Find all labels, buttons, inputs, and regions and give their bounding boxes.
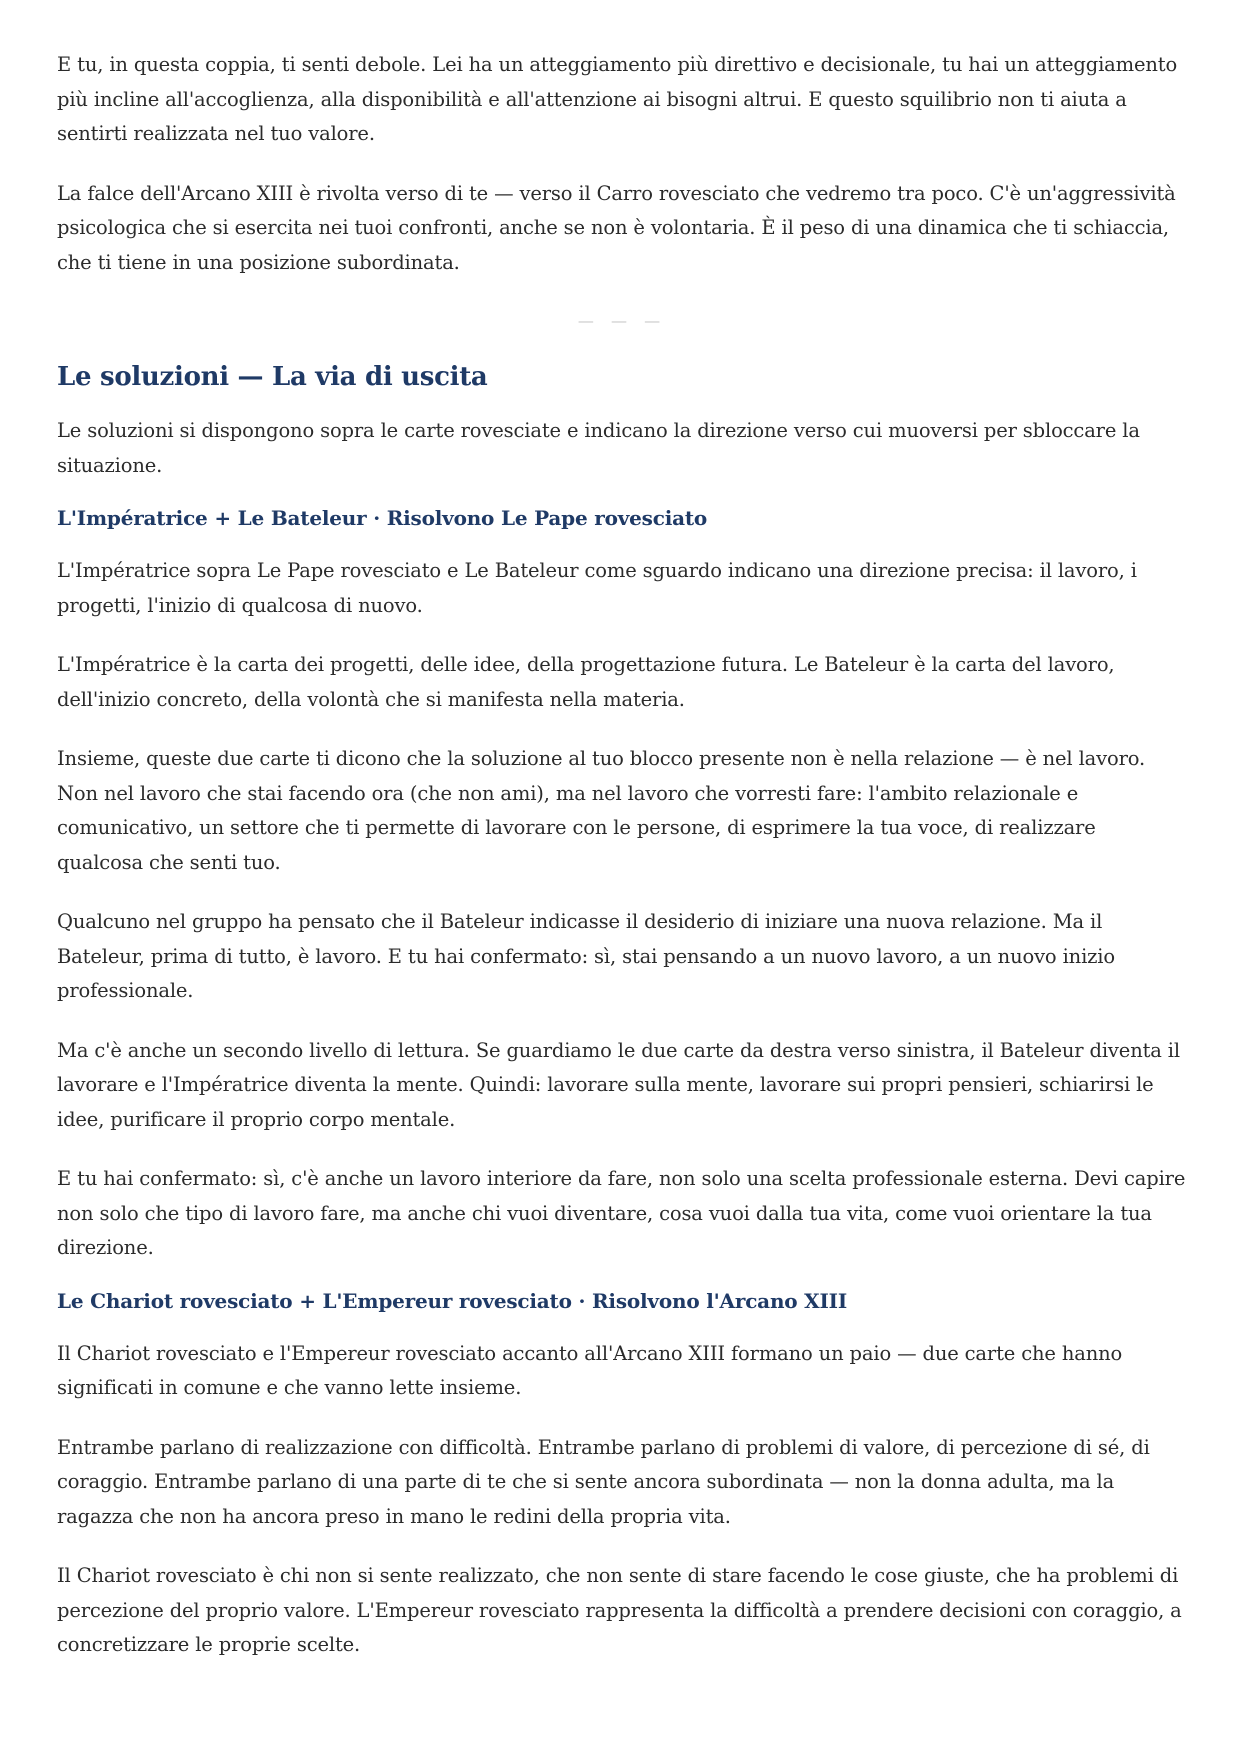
intro-paragraph: La falce dell'Arcano XIII è rivolta verso di te — verso il Carro rovesciato che vedremo tra poco. C'è un'aggressività psicologica che si esercita nei tuoi confronti, anche se non è volontaria. È il peso di una dinamica che ti schiaccia, che ti tiene in una posizione subordinata. [57, 181, 1176, 274]
body-paragraph: L'Impératrice sopra Le Pape rovesciato e Le Bateleur come sguardo indicano una direzione precisa: il lavoro, i progetti, l'inizio di qualcosa di nuovo. [57, 559, 1137, 617]
subheading-chariot-empereur: Le Chariot rovesciato + L'Empereur rovesciato · Risolvono l'Arcano XIII [57, 1288, 847, 1313]
body-paragraph: L'Impératrice è la carta dei progetti, delle idee, della progettazione futura. Le Bateleur è la carta del lavoro, dell'inizio concreto, della volontà che si manifesta nella materia. [57, 653, 1115, 711]
body-paragraph: E tu hai confermato: sì, c'è anche un lavoro interiore da fare, non solo una scelta professionale esterna. Devi capire non solo che tipo di lavoro fare, ma anche chi vuoi diventare, cosa vuoi dalla tua vita, come vuoi orientare la tua direzione. [57, 1167, 1186, 1259]
subheading-imperatrice-bateleur: L'Impératrice + Le Bateleur · Risolvono Le Pape rovesciato [57, 506, 708, 530]
document-page [57, 48, 1187, 1688]
solutions-intro-paragraph: Le soluzioni si dispongono sopra le carte rovesciate e indicano la direzione verso cui muoversi per sbloccare la situazione. [57, 419, 1140, 477]
body-paragraph: Entrambe parlano di realizzazione con difficoltà. Entrambe parlano di problemi di valore, di percezione di sé, di coraggio. Entrambe parlano di una parte di te che si sente ancora subordinata — non la donna adulta, ma la ragazza che non ha ancora preso in mano le redini della propria vita. [57, 1435, 1150, 1528]
intro-paragraph: E tu, in questa coppia, ti senti debole. Lei ha un atteggiamento più direttivo e decisionale, tu hai un atteggiamento più incline all'accoglienza, alla disponibilità e all'attenzione ai bisogni altrui. E questo squilibrio non ti aiuta a sentirti realizzata nel tuo valore. [57, 53, 1178, 145]
body-paragraph: Ma c'è anche un secondo livello di lettura. Se guardiamo le due carte da destra verso sinistra, il Bateleur diventa il lavorare e l'Impératrice diventa la mente. Quindi: lavorare sulla mente, lavorare sui propri pensieri, schiarirsi le idee, purificare il proprio corpo mentale. [57, 1038, 1180, 1131]
body-paragraph: Insieme, queste due carte ti dicono che la soluzione al tuo blocco presente non è nella relazione — è nel lavoro. Non nel lavoro che stai facendo ora (che non ami), ma nel lavoro che vorresti fare: l'ambito relazionale e comunicativo, un settore che ti permette di lavorare con le persone, di esprimere la tua voce, di realizzare qualcosa che senti tuo. [57, 747, 1146, 874]
body-paragraph: Il Chariot rovesciato e l'Empereur rovesciato accanto all'Arcano XIII formano un paio — due carte che hanno significati in comune e che vanno lette insieme. [57, 1341, 1123, 1399]
body-paragraph: Qualcuno nel gruppo ha pensato che il Bateleur indicasse il desiderio di iniziare una nuova relazione. Ma il Bateleur, prima di tutto, è lavoro. E tu hai confermato: sì, stai pensando a un nuovo lavoro, a un nuovo inizio professionale. [57, 910, 1115, 1002]
section-heading-solutions: Le soluzioni — La via di uscita [57, 362, 488, 392]
body-paragraph: Il Chariot rovesciato è chi non si sente realizzato, che non sente di stare facendo le cose giuste, che ha problemi di percezione del proprio valore. L'Empereur rovesciato rappresenta la difficoltà a prendere decisioni con coraggio, a concretizzare le proprie scelte. [57, 1564, 1182, 1656]
section-separator: — — — [577, 311, 667, 330]
